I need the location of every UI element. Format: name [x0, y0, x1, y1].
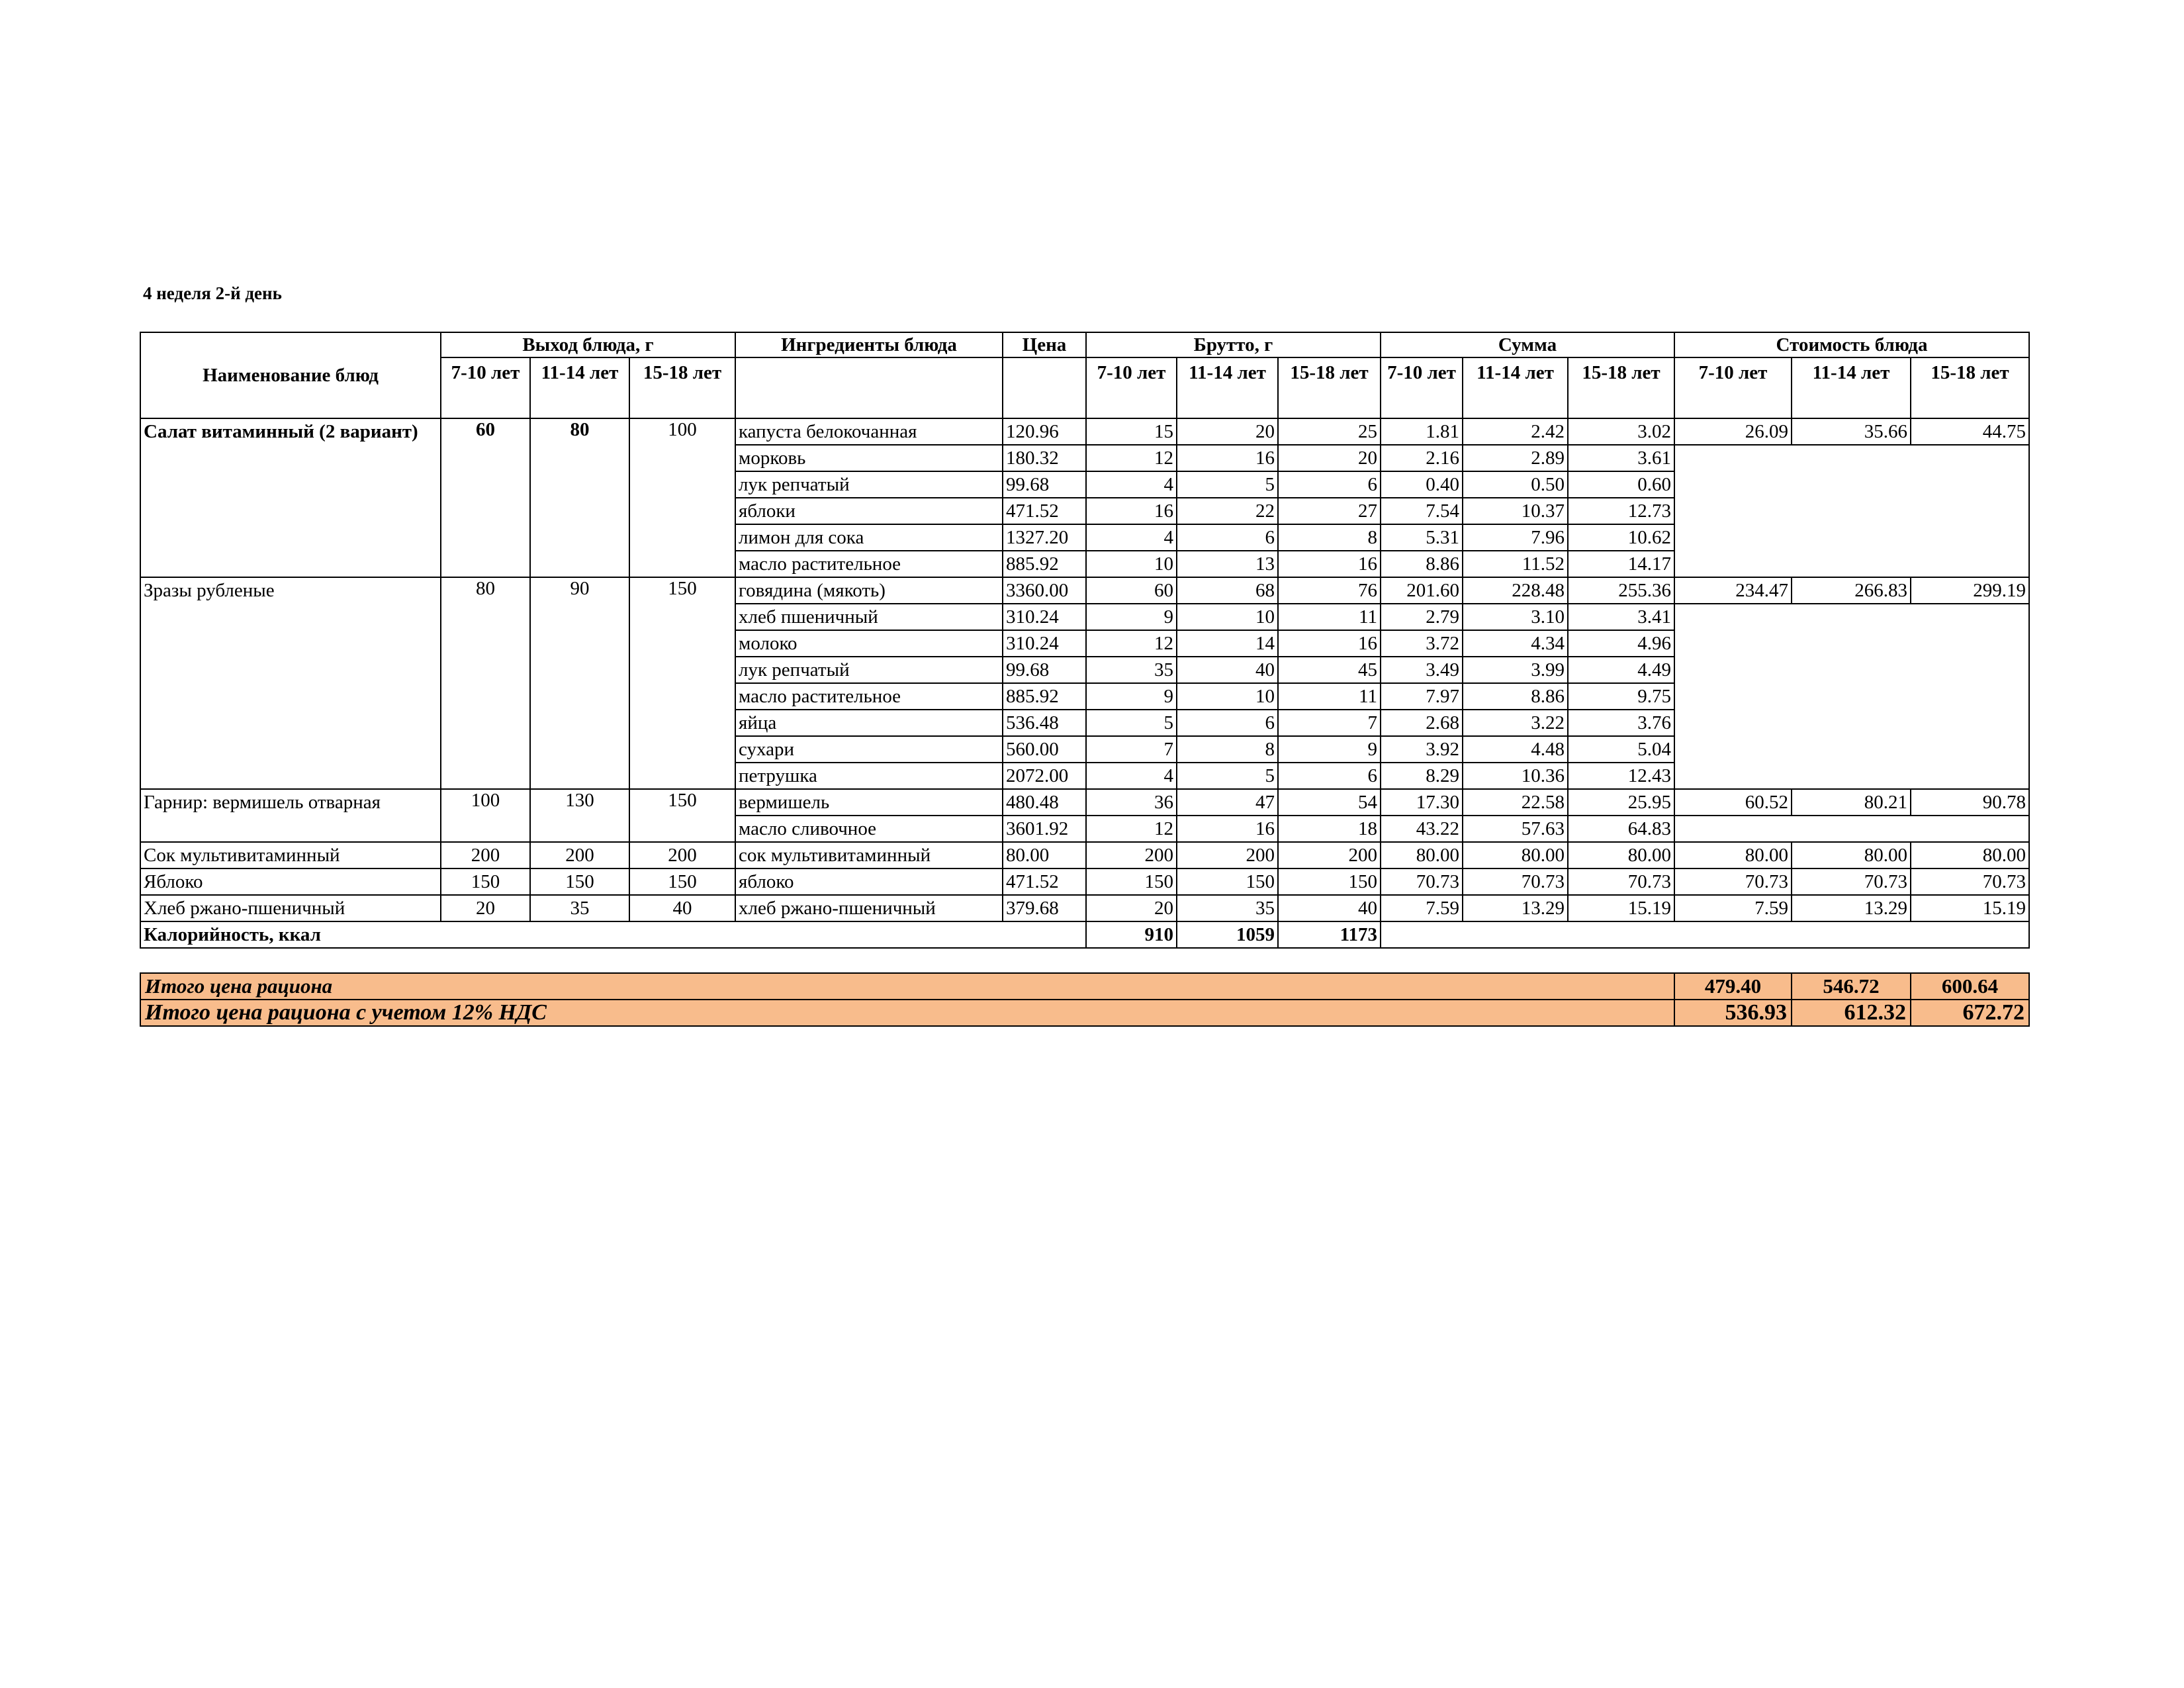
header-row-group — [140, 332, 2029, 357]
ingredient-brutto-age1: 12 — [1086, 816, 1177, 842]
ingredient-brutto-age1: 35 — [1086, 657, 1177, 683]
ingredient-brutto-age3: 40 — [1278, 895, 1381, 921]
ingredient-sum-age2: 13.29 — [1463, 895, 1568, 921]
ingredient-sum-age2: 3.22 — [1463, 710, 1568, 736]
ingredient-sum-age2: 57.63 — [1463, 816, 1568, 842]
table-row — [140, 842, 2029, 868]
ingredient-price: 99.68 — [1003, 471, 1086, 498]
dish-name: Яблоко — [140, 868, 441, 895]
ingredient-brutto-age1: 4 — [1086, 763, 1177, 789]
calories-value-age1: 910 — [1086, 921, 1177, 948]
dish-cost-age3: 80.00 — [1911, 842, 2029, 868]
dish-cost-age2: 70.73 — [1792, 868, 1911, 895]
ingredient-name: хлеб пшеничный — [735, 604, 1003, 630]
ingredient-sum-age2: 80.00 — [1463, 842, 1568, 868]
dish-name: Зразы рубленые — [140, 577, 441, 789]
ingredient-brutto-age1: 12 — [1086, 630, 1177, 657]
ingredient-price: 1327.20 — [1003, 524, 1086, 551]
ingredient-brutto-age1: 4 — [1086, 471, 1177, 498]
ingredient-brutto-age3: 20 — [1278, 445, 1381, 471]
ingredient-sum-age3: 3.76 — [1568, 710, 1674, 736]
dish-cost-age3: 44.75 — [1911, 418, 2029, 445]
ingredient-sum-age1: 201.60 — [1381, 577, 1463, 604]
table-row — [140, 418, 2029, 445]
ingredient-brutto-age2: 6 — [1177, 710, 1278, 736]
dish-yield-age2: 35 — [530, 895, 629, 921]
header-brutto-age1: 7-10 лет — [1086, 357, 1177, 418]
ingredient-price: 3360.00 — [1003, 577, 1086, 604]
ingredient-sum-age2: 3.10 — [1463, 604, 1568, 630]
dish-yield-age3: 150 — [629, 789, 735, 842]
ingredient-sum-age3: 10.62 — [1568, 524, 1674, 551]
ingredient-name: яблоки — [735, 498, 1003, 524]
ingredient-brutto-age2: 47 — [1177, 789, 1278, 816]
ingredient-brutto-age1: 12 — [1086, 445, 1177, 471]
ingredient-sum-age1: 2.68 — [1381, 710, 1463, 736]
ingredient-sum-age1: 3.92 — [1381, 736, 1463, 763]
dish-cost-age3: 299.19 — [1911, 577, 2029, 604]
ingredient-price: 885.92 — [1003, 683, 1086, 710]
ingredient-sum-age3: 12.43 — [1568, 763, 1674, 789]
ingredient-price: 560.00 — [1003, 736, 1086, 763]
ingredient-brutto-age1: 150 — [1086, 868, 1177, 895]
dish-cost-age2: 80.00 — [1792, 842, 1911, 868]
ingredient-sum-age1: 1.81 — [1381, 418, 1463, 445]
ingredient-price: 480.48 — [1003, 789, 1086, 816]
ingredient-price: 310.24 — [1003, 604, 1086, 630]
ingredient-name: сухари — [735, 736, 1003, 763]
ingredient-price: 120.96 — [1003, 418, 1086, 445]
ingredient-sum-age3: 80.00 — [1568, 842, 1674, 868]
ingredient-brutto-age3: 25 — [1278, 418, 1381, 445]
ingredient-brutto-age3: 54 — [1278, 789, 1381, 816]
ingredient-price: 536.48 — [1003, 710, 1086, 736]
dish-cost-blank — [1674, 816, 2029, 842]
ingredient-brutto-age3: 7 — [1278, 710, 1381, 736]
ingredient-brutto-age3: 45 — [1278, 657, 1381, 683]
ingredient-name: яйца — [735, 710, 1003, 736]
dish-cost-age1: 234.47 — [1674, 577, 1792, 604]
header-brutto-age2: 11-14 лет — [1177, 357, 1278, 418]
ingredient-brutto-age1: 9 — [1086, 604, 1177, 630]
dish-yield-age2: 80 — [530, 418, 629, 577]
ingredient-brutto-age3: 6 — [1278, 763, 1381, 789]
ingredient-brutto-age3: 200 — [1278, 842, 1381, 868]
ingredient-name: масло растительное — [735, 683, 1003, 710]
ingredient-brutto-age3: 16 — [1278, 630, 1381, 657]
calories-row — [140, 921, 2029, 948]
ingredient-brutto-age2: 6 — [1177, 524, 1278, 551]
header-sum-age1: 7-10 лет — [1381, 357, 1463, 418]
dish-cost-age3: 15.19 — [1911, 895, 2029, 921]
header-ingredients: Ингредиенты блюда — [735, 332, 1003, 357]
ingredient-sum-age1: 2.16 — [1381, 445, 1463, 471]
ingredient-name: хлеб ржано-пшеничный — [735, 895, 1003, 921]
dish-cost-age1: 80.00 — [1674, 842, 1792, 868]
ingredient-sum-age1: 5.31 — [1381, 524, 1463, 551]
total-vat-value-age1: 536.93 — [1674, 1000, 1792, 1026]
table-row — [140, 868, 2029, 895]
ingredient-sum-age1: 3.49 — [1381, 657, 1463, 683]
header-cost-age3: 15-18 лет — [1911, 357, 2029, 418]
ingredient-brutto-age3: 6 — [1278, 471, 1381, 498]
ingredient-price: 310.24 — [1003, 630, 1086, 657]
dish-cost-age3: 90.78 — [1911, 789, 2029, 816]
ingredient-price: 471.52 — [1003, 498, 1086, 524]
ingredient-brutto-age2: 200 — [1177, 842, 1278, 868]
ingredient-name: молоко — [735, 630, 1003, 657]
dish-yield-age1: 200 — [441, 842, 530, 868]
ingredient-sum-age3: 3.41 — [1568, 604, 1674, 630]
ingredient-name: масло растительное — [735, 551, 1003, 577]
ingredient-brutto-age1: 15 — [1086, 418, 1177, 445]
ingredient-sum-age3: 4.49 — [1568, 657, 1674, 683]
ingredient-sum-age2: 4.48 — [1463, 736, 1568, 763]
dish-yield-age1: 100 — [441, 789, 530, 842]
header-sum-age2: 11-14 лет — [1463, 357, 1568, 418]
ingredient-brutto-age3: 27 — [1278, 498, 1381, 524]
dish-yield-age2: 200 — [530, 842, 629, 868]
header-yield-age2: 11-14 лет — [530, 357, 629, 418]
dish-yield-age2: 130 — [530, 789, 629, 842]
ingredient-brutto-age2: 20 — [1177, 418, 1278, 445]
ingredient-name: лук репчатый — [735, 657, 1003, 683]
ingredient-price: 3601.92 — [1003, 816, 1086, 842]
table-row — [140, 895, 2029, 921]
calories-value-age2: 1059 — [1177, 921, 1278, 948]
ingredient-sum-age3: 5.04 — [1568, 736, 1674, 763]
ingredient-brutto-age1: 60 — [1086, 577, 1177, 604]
ingredient-sum-age1: 17.30 — [1381, 789, 1463, 816]
header-price: Цена — [1003, 332, 1086, 357]
ingredient-brutto-age2: 22 — [1177, 498, 1278, 524]
dish-cost-age2: 13.29 — [1792, 895, 1911, 921]
ingredient-sum-age2: 228.48 — [1463, 577, 1568, 604]
total-row — [140, 973, 2029, 1000]
table-row — [140, 577, 2029, 604]
dish-yield-age3: 100 — [629, 418, 735, 577]
ingredient-brutto-age2: 14 — [1177, 630, 1278, 657]
ingredient-sum-age3: 64.83 — [1568, 816, 1674, 842]
ingredient-sum-age3: 9.75 — [1568, 683, 1674, 710]
total-label: Итого цена рациона — [140, 973, 1674, 1000]
total-vat-value-age3: 672.72 — [1911, 1000, 2029, 1026]
total-vat-label: Итого цена рациона с учетом 12% НДС — [140, 1000, 1674, 1026]
ingredient-brutto-age3: 9 — [1278, 736, 1381, 763]
ingredient-sum-age3: 3.61 — [1568, 445, 1674, 471]
ingredient-brutto-age2: 16 — [1177, 816, 1278, 842]
ingredient-sum-age3: 3.02 — [1568, 418, 1674, 445]
ingredient-sum-age2: 7.96 — [1463, 524, 1568, 551]
header-cost-age2: 11-14 лет — [1792, 357, 1911, 418]
ingredient-sum-age1: 2.79 — [1381, 604, 1463, 630]
ingredient-brutto-age2: 10 — [1177, 683, 1278, 710]
header-cost: Стоимость блюда — [1674, 332, 2029, 357]
ingredient-sum-age1: 7.59 — [1381, 895, 1463, 921]
ingredient-sum-age1: 0.40 — [1381, 471, 1463, 498]
ingredient-sum-age2: 2.42 — [1463, 418, 1568, 445]
ingredient-brutto-age3: 8 — [1278, 524, 1381, 551]
ingredient-name: капуста белокочанная — [735, 418, 1003, 445]
ingredient-sum-age1: 3.72 — [1381, 630, 1463, 657]
total-value-age1: 479.40 — [1674, 973, 1792, 1000]
dish-yield-age2: 90 — [530, 577, 629, 789]
dish-name: Сок мультивитаминный — [140, 842, 441, 868]
ingredient-brutto-age2: 13 — [1177, 551, 1278, 577]
ingredient-brutto-age1: 5 — [1086, 710, 1177, 736]
dish-name: Гарнир: вермишель отварная — [140, 789, 441, 842]
page-title: 4 неделя 2-й день — [143, 283, 282, 303]
header-yield-age3: 15-18 лет — [629, 357, 735, 418]
dish-yield-age3: 150 — [629, 868, 735, 895]
ingredient-sum-age2: 4.34 — [1463, 630, 1568, 657]
ingredient-brutto-age1: 10 — [1086, 551, 1177, 577]
ingredient-name: вермишель — [735, 789, 1003, 816]
ingredient-brutto-age2: 16 — [1177, 445, 1278, 471]
ingredient-sum-age3: 70.73 — [1568, 868, 1674, 895]
header-ingredients-blank — [735, 357, 1003, 418]
dish-cost-age2: 80.21 — [1792, 789, 1911, 816]
menu-table — [140, 332, 2030, 949]
dish-cost-age1: 60.52 — [1674, 789, 1792, 816]
ingredient-name: яблоко — [735, 868, 1003, 895]
ingredient-sum-age3: 15.19 — [1568, 895, 1674, 921]
ingredient-name: масло сливочное — [735, 816, 1003, 842]
total-value-age2: 546.72 — [1792, 973, 1911, 1000]
ingredient-price: 471.52 — [1003, 868, 1086, 895]
ingredient-brutto-age2: 5 — [1177, 471, 1278, 498]
ingredient-sum-age1: 43.22 — [1381, 816, 1463, 842]
header-yield-age1: 7-10 лет — [441, 357, 530, 418]
dish-name: Хлеб ржано-пшеничный — [140, 895, 441, 921]
ingredient-brutto-age1: 9 — [1086, 683, 1177, 710]
ingredient-sum-age3: 0.60 — [1568, 471, 1674, 498]
dish-cost-blank — [1674, 604, 2029, 789]
ingredient-price: 2072.00 — [1003, 763, 1086, 789]
ingredient-sum-age2: 3.99 — [1463, 657, 1568, 683]
ingredient-name: говядина (мякоть) — [735, 577, 1003, 604]
ingredient-sum-age3: 4.96 — [1568, 630, 1674, 657]
ingredient-brutto-age2: 68 — [1177, 577, 1278, 604]
ingredient-brutto-age1: 16 — [1086, 498, 1177, 524]
ingredient-sum-age2: 22.58 — [1463, 789, 1568, 816]
dish-name: Салат витаминный (2 вариант) — [140, 418, 441, 577]
dish-yield-age1: 80 — [441, 577, 530, 789]
dish-yield-age3: 200 — [629, 842, 735, 868]
ingredient-brutto-age1: 7 — [1086, 736, 1177, 763]
ingredient-name: лук репчатый — [735, 471, 1003, 498]
ingredient-name: петрушка — [735, 763, 1003, 789]
ingredient-brutto-age3: 18 — [1278, 816, 1381, 842]
header-cost-age1: 7-10 лет — [1674, 357, 1792, 418]
totals-table — [140, 972, 2030, 1027]
ingredient-name: сок мультивитаминный — [735, 842, 1003, 868]
calories-blank — [1381, 921, 2029, 948]
ingredient-brutto-age2: 8 — [1177, 736, 1278, 763]
ingredient-brutto-age3: 150 — [1278, 868, 1381, 895]
ingredient-sum-age2: 10.36 — [1463, 763, 1568, 789]
total-vat-row — [140, 1000, 2029, 1026]
header-price-blank — [1003, 357, 1086, 418]
ingredient-name: морковь — [735, 445, 1003, 471]
ingredient-brutto-age3: 16 — [1278, 551, 1381, 577]
ingredient-brutto-age1: 36 — [1086, 789, 1177, 816]
ingredient-sum-age3: 12.73 — [1568, 498, 1674, 524]
total-value-age3: 600.64 — [1911, 973, 2029, 1000]
ingredient-price: 885.92 — [1003, 551, 1086, 577]
dish-cost-age2: 266.83 — [1792, 577, 1911, 604]
ingredient-sum-age2: 2.89 — [1463, 445, 1568, 471]
header-brutto-age3: 15-18 лет — [1278, 357, 1381, 418]
ingredient-brutto-age2: 35 — [1177, 895, 1278, 921]
ingredient-brutto-age3: 11 — [1278, 683, 1381, 710]
dish-yield-age2: 150 — [530, 868, 629, 895]
header-brutto: Брутто, г — [1086, 332, 1381, 357]
ingredient-sum-age2: 10.37 — [1463, 498, 1568, 524]
calories-label: Калорийность, ккал — [140, 921, 1086, 948]
ingredient-brutto-age3: 76 — [1278, 577, 1381, 604]
header-sum: Сумма — [1381, 332, 1674, 357]
ingredient-name: лимон для сока — [735, 524, 1003, 551]
ingredient-sum-age2: 11.52 — [1463, 551, 1568, 577]
dish-yield-age1: 60 — [441, 418, 530, 577]
dish-yield-age3: 150 — [629, 577, 735, 789]
ingredient-sum-age1: 7.54 — [1381, 498, 1463, 524]
ingredient-brutto-age2: 10 — [1177, 604, 1278, 630]
ingredient-price: 180.32 — [1003, 445, 1086, 471]
ingredient-sum-age1: 7.97 — [1381, 683, 1463, 710]
ingredient-brutto-age2: 40 — [1177, 657, 1278, 683]
total-vat-value-age2: 612.32 — [1792, 1000, 1911, 1026]
ingredient-brutto-age1: 20 — [1086, 895, 1177, 921]
ingredient-brutto-age2: 5 — [1177, 763, 1278, 789]
dish-yield-age3: 40 — [629, 895, 735, 921]
dish-yield-age1: 150 — [441, 868, 530, 895]
ingredient-sum-age3: 25.95 — [1568, 789, 1674, 816]
calories-value-age3: 1173 — [1278, 921, 1381, 948]
ingredient-price: 379.68 — [1003, 895, 1086, 921]
header-dish-name: Наименование блюд — [140, 332, 441, 418]
ingredient-sum-age2: 8.86 — [1463, 683, 1568, 710]
dish-cost-age1: 26.09 — [1674, 418, 1792, 445]
ingredient-brutto-age1: 4 — [1086, 524, 1177, 551]
dish-cost-blank — [1674, 445, 2029, 577]
ingredient-sum-age3: 255.36 — [1568, 577, 1674, 604]
dish-cost-age1: 7.59 — [1674, 895, 1792, 921]
dish-cost-age2: 35.66 — [1792, 418, 1911, 445]
ingredient-brutto-age2: 150 — [1177, 868, 1278, 895]
dish-cost-age1: 70.73 — [1674, 868, 1792, 895]
ingredient-brutto-age1: 200 — [1086, 842, 1177, 868]
dish-yield-age1: 20 — [441, 895, 530, 921]
ingredient-sum-age1: 70.73 — [1381, 868, 1463, 895]
header-sum-age3: 15-18 лет — [1568, 357, 1674, 418]
ingredient-brutto-age3: 11 — [1278, 604, 1381, 630]
table-row — [140, 789, 2029, 816]
ingredient-sum-age1: 80.00 — [1381, 842, 1463, 868]
ingredient-sum-age3: 14.17 — [1568, 551, 1674, 577]
ingredient-price: 80.00 — [1003, 842, 1086, 868]
ingredient-sum-age1: 8.86 — [1381, 551, 1463, 577]
dish-cost-age3: 70.73 — [1911, 868, 2029, 895]
ingredient-sum-age2: 0.50 — [1463, 471, 1568, 498]
ingredient-sum-age2: 70.73 — [1463, 868, 1568, 895]
ingredient-price: 99.68 — [1003, 657, 1086, 683]
header-yield: Выход блюда, г — [441, 332, 735, 357]
ingredient-sum-age1: 8.29 — [1381, 763, 1463, 789]
